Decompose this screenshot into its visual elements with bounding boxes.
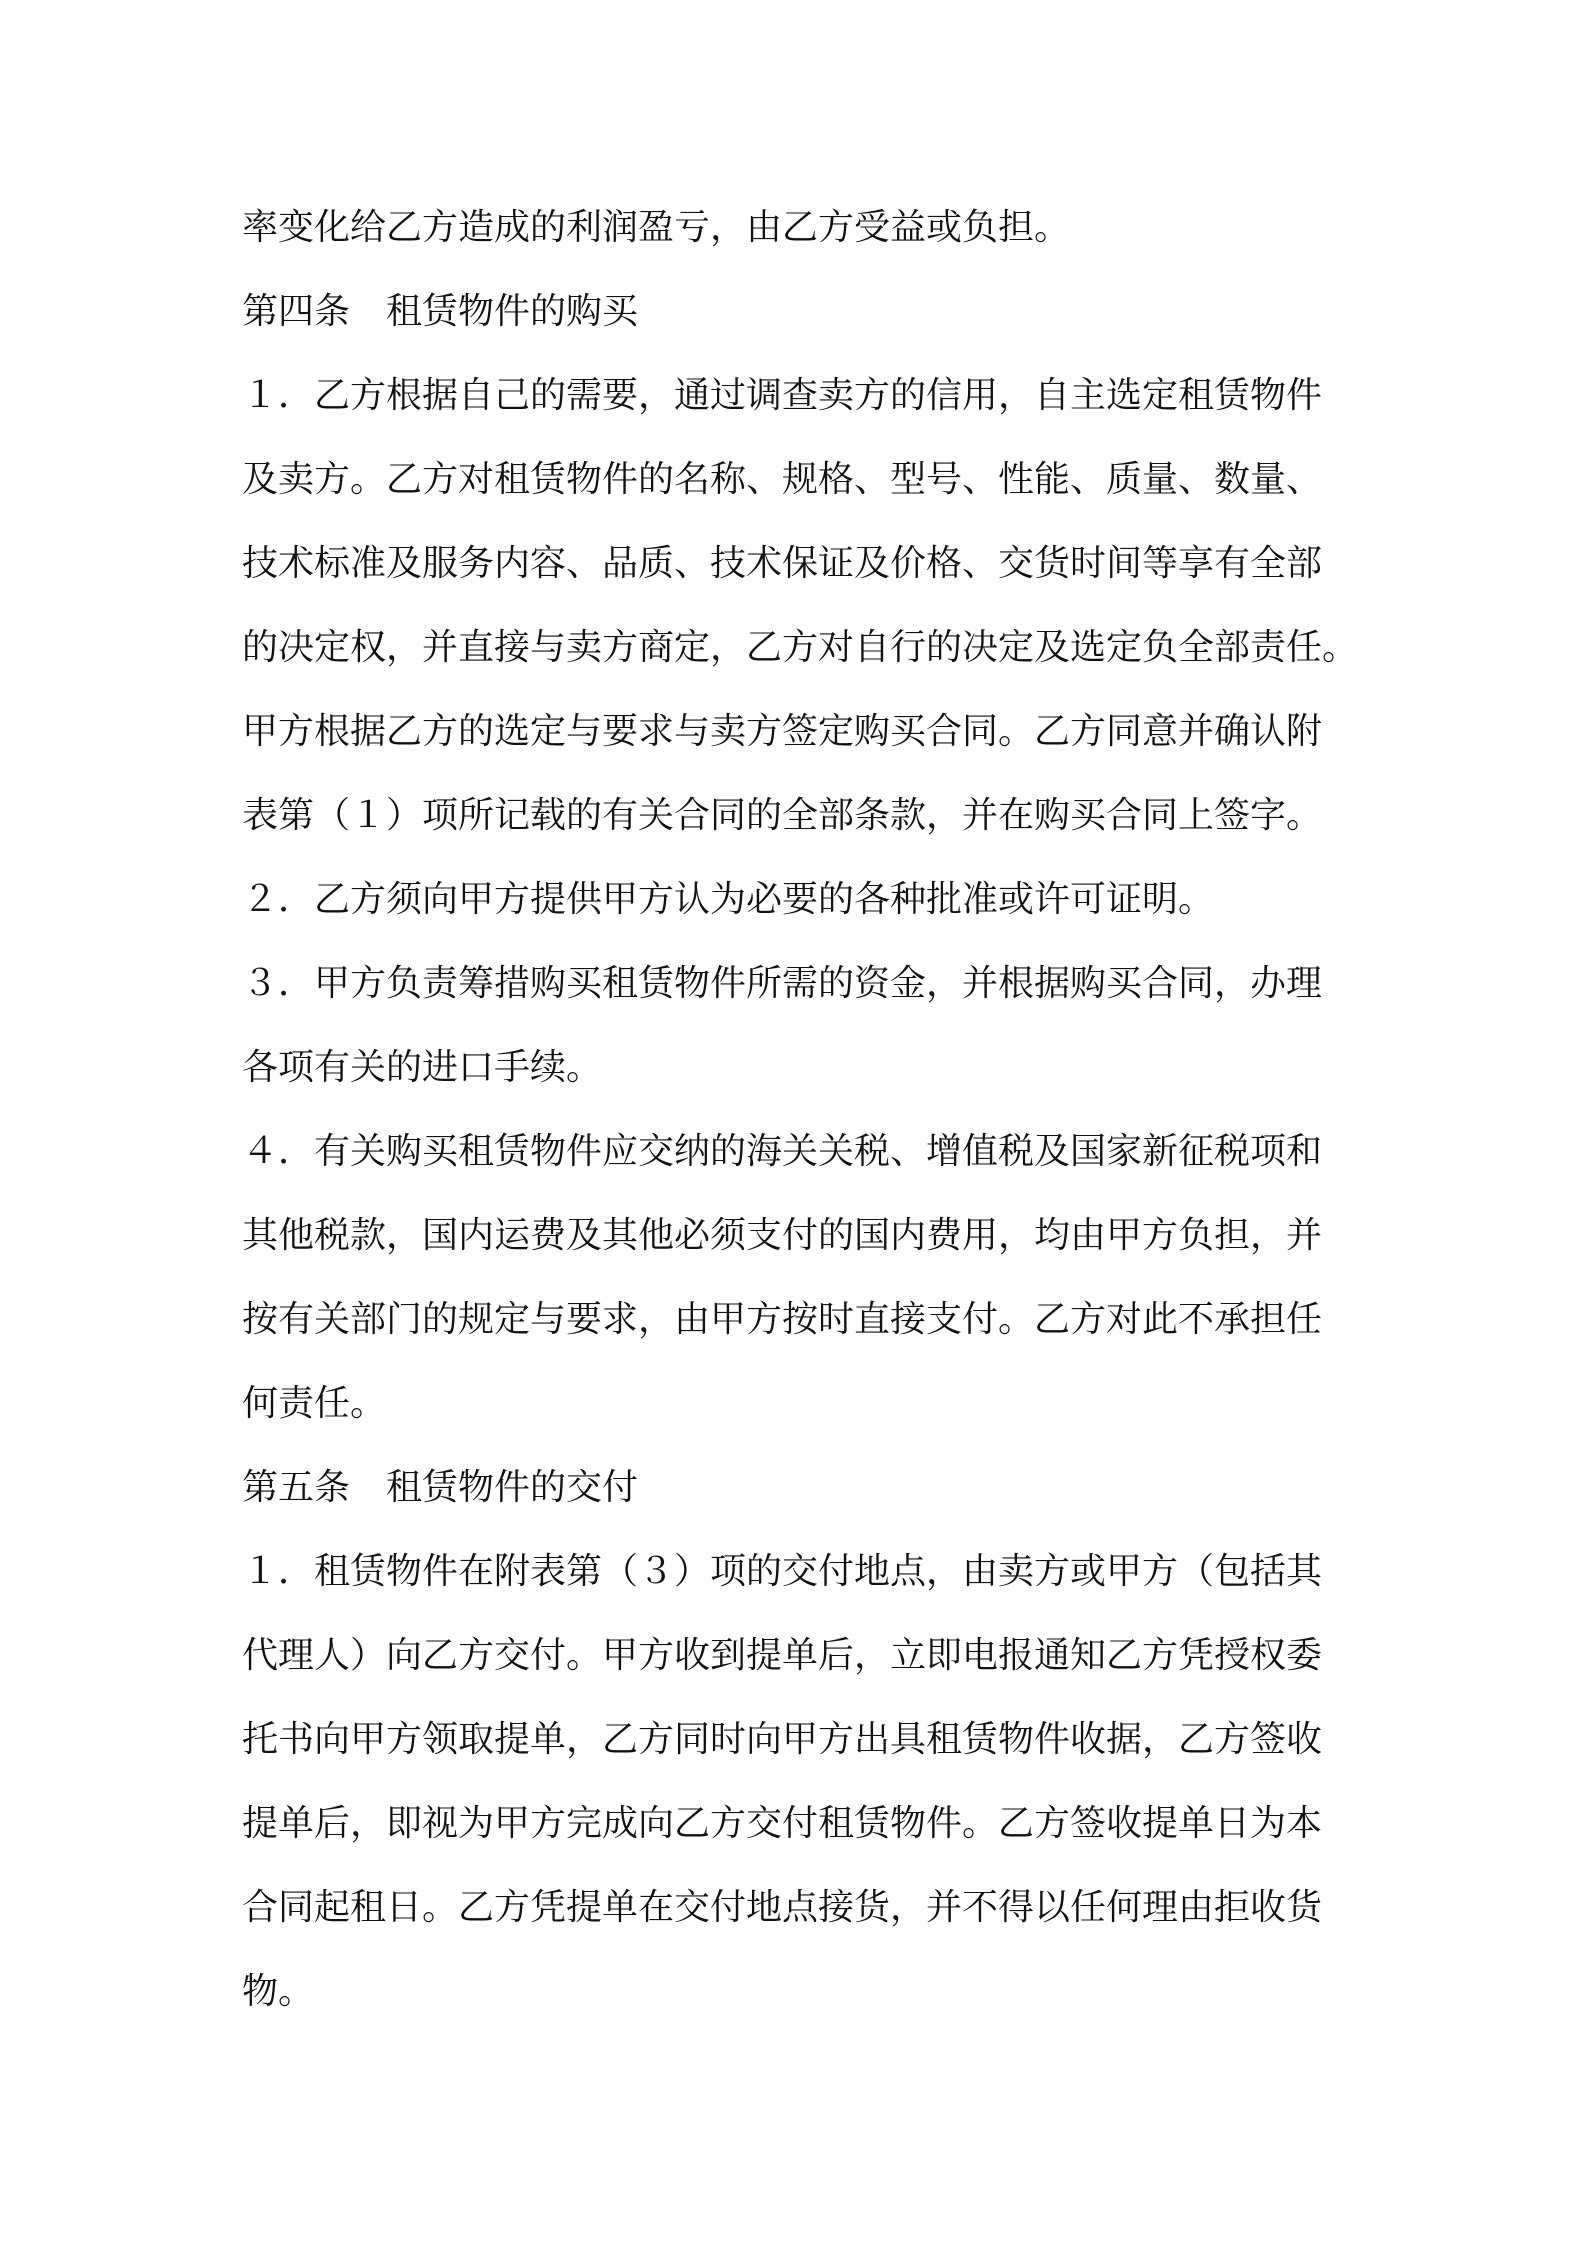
- text-line: 代理人）向乙方交付。甲方收到提单后，立即电报通知乙方凭授权委: [242, 1635, 1323, 1676]
- text-line: ３．甲方负责筹措购买租赁物件所需的资金，并根据购买合同，办理: [242, 963, 1323, 1004]
- text-line: 按有关部门的规定与要求，由甲方按时直接支付。乙方对此不承担任: [242, 1299, 1323, 1340]
- text-line: 合同起租日。乙方凭提单在交付地点接货，并不得以任何理由拒收货: [242, 1887, 1323, 1928]
- text-line: 其他税款，国内运费及其他必须支付的国内费用，均由甲方负担，并: [242, 1215, 1323, 1256]
- text-line: 表第（１）项所记载的有关合同的全部条款，并在购买合同上签字。: [242, 795, 1323, 836]
- article-heading: 第四条 租赁物件的购买: [242, 291, 639, 332]
- text-line: 甲方根据乙方的选定与要求与卖方签定购买合同。乙方同意并确认附: [242, 711, 1323, 752]
- text-line: 托书向甲方领取提单，乙方同时向甲方出具租赁物件收据，乙方签收: [242, 1719, 1323, 1760]
- text-line: 率变化给乙方造成的利润盈亏，由乙方受益或负担。: [242, 207, 1071, 248]
- text-line: 物。: [242, 1971, 315, 2012]
- text-line: ４．有关购买租赁物件应交纳的海关关税、增值税及国家新征税项和: [242, 1131, 1323, 1172]
- text-line: 何责任。: [242, 1383, 387, 1424]
- text-line: ２．乙方须向甲方提供甲方认为必要的各种批准或许可证明。: [242, 879, 1215, 920]
- text-line: １．乙方根据自己的需要，通过调查卖方的信用，自主选定租赁物件: [242, 375, 1323, 416]
- text-line: 的决定权，并直接与卖方商定，乙方对自行的决定及选定负全部责任。: [242, 627, 1359, 668]
- text-line: 技术标准及服务内容、品质、技术保证及价格、交货时间等享有全部: [242, 543, 1323, 584]
- text-line: 各项有关的进口手续。: [242, 1047, 603, 1088]
- article-heading: 第五条 租赁物件的交付: [242, 1467, 639, 1508]
- text-line: 及卖方。乙方对租赁物件的名称、规格、型号、性能、质量、数量、: [242, 459, 1323, 500]
- text-line: １．租赁物件在附表第（３）项的交付地点，由卖方或甲方（包括其: [242, 1551, 1323, 1592]
- text-line: 提单后，即视为甲方完成向乙方交付租赁物件。乙方签收提单日为本: [242, 1803, 1323, 1844]
